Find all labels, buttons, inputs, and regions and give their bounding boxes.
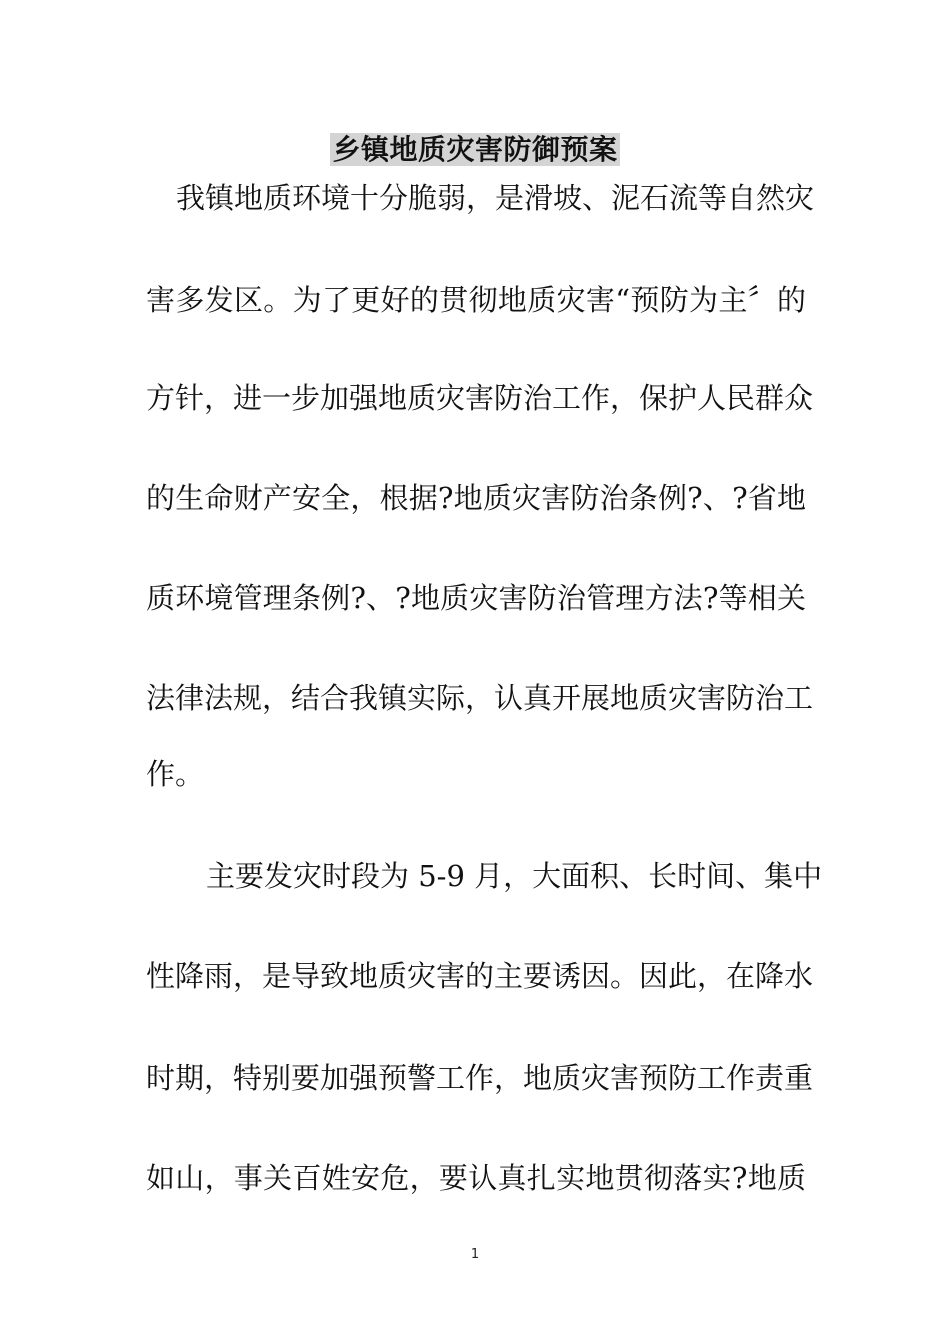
paragraph-1-line-2: 害多发区。为了更好的贯彻地质灾害“预防为主〞的 (146, 283, 806, 317)
paragraph-2-line-2: 性降雨，是导致地质灾害的主要诱因。因此，在降水 (146, 959, 814, 993)
paragraph-1-line-7: 作。 (146, 757, 205, 791)
paragraph-1-line-3: 方针，进一步加强地质灾害防治工作，保护人民群众 (146, 381, 814, 415)
paragraph-2-line-4: 如山，事关百姓安危，要认真扎实地贯彻落实?地质 (146, 1161, 806, 1195)
paragraph-1-line-4: 的生命财产安全，根据?地质灾害防治条例?、?省地 (146, 481, 806, 515)
paragraph-1-line-5: 质环境管理条例?、?地质灾害防治管理方法?等相关 (146, 581, 806, 615)
document-title-text: 乡镇地质灾害防御预案 (332, 133, 618, 166)
page-number: 1 (470, 1247, 480, 1262)
paragraph-1-line-1: 我镇地质环境十分脆弱，是滑坡、泥石流等自然灾 (176, 181, 815, 215)
paragraph-1-line-6: 法律法规，结合我镇实际，认真开展地质灾害防治工 (146, 681, 814, 715)
paragraph-2-line-3: 时期，特别要加强预警工作，地质灾害预防工作责重 (146, 1061, 814, 1095)
document-title (0, 132, 950, 168)
paragraph-2-line-1: 主要发灾时段为 5-9 月，大面积、长时间、集中 (206, 859, 823, 893)
